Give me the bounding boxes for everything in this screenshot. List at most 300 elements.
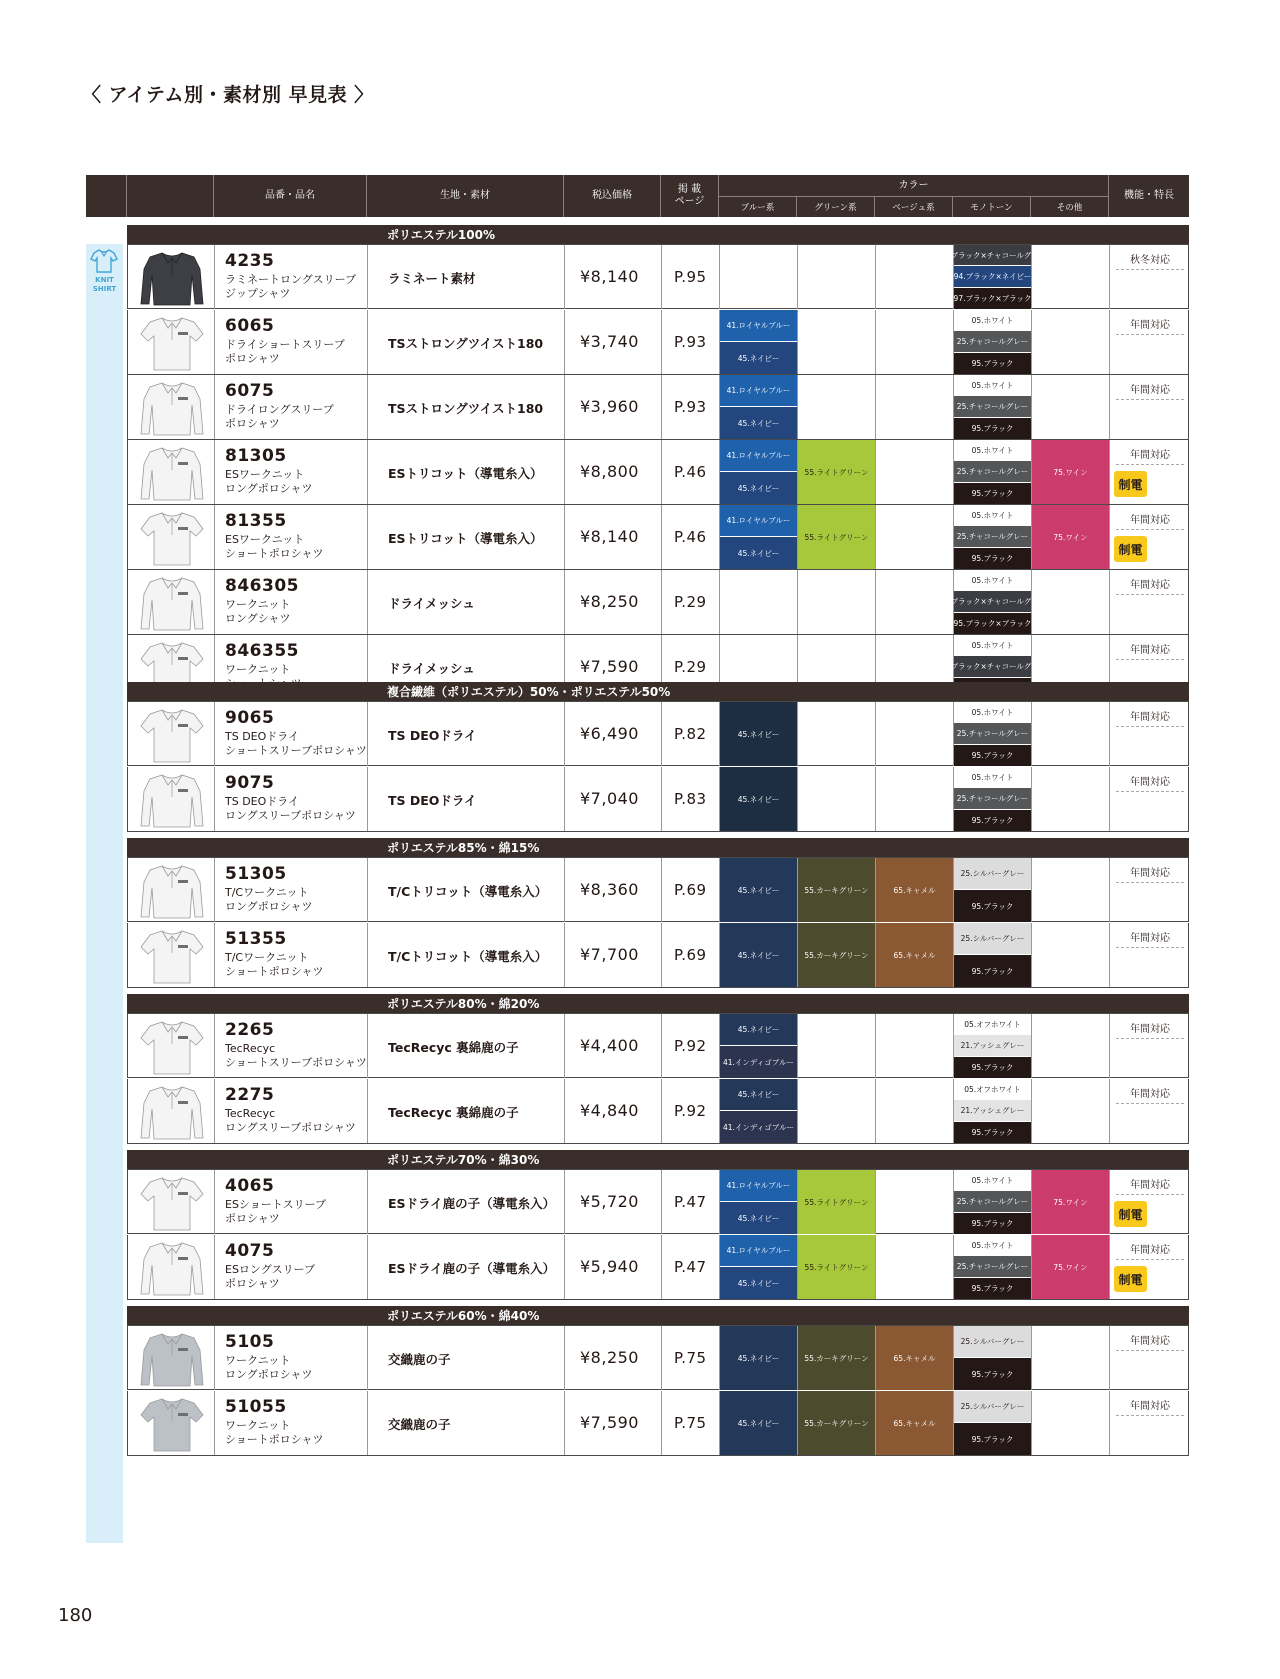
page-ref-text: P.29 — [674, 593, 707, 611]
feature-cell — [1110, 767, 1190, 831]
color-cell-other — [1032, 570, 1110, 634]
product-name-cell — [215, 1079, 368, 1143]
color-cell-blue — [720, 767, 798, 831]
material-text: TS DEOドライ — [388, 728, 477, 743]
color-swatch: 05.ホワイト — [954, 375, 1031, 396]
color-cell-blue — [720, 375, 798, 439]
page-ref-text: P.82 — [674, 725, 707, 743]
feature-cell — [1110, 245, 1190, 309]
color-cell-green — [798, 1326, 876, 1390]
product-name-line1: ESワークニット — [225, 468, 305, 481]
page-ref-cell — [662, 923, 720, 987]
table-row — [127, 310, 1189, 375]
page-ref-text: P.47 — [674, 1193, 707, 1211]
feature-text: 年間対応 — [1130, 450, 1170, 461]
page-ref-text: P.69 — [674, 946, 707, 964]
color-swatch: 95.ブラック — [954, 548, 1031, 569]
header-color-mono: モノトーン — [953, 196, 1031, 217]
product-code: 846355 — [225, 641, 299, 661]
shirt-image — [138, 927, 206, 984]
feature-cell — [1110, 375, 1190, 439]
color-swatch: 45.ネイビー — [720, 407, 797, 439]
page-ref-text: P.46 — [674, 463, 707, 481]
price-text: ¥7,700 — [580, 945, 639, 964]
feature-cell — [1110, 858, 1190, 922]
product-name-line1: ドライショートスリーブ — [225, 338, 345, 351]
section-header: ポリエステル70%・綿30% — [127, 1150, 1189, 1170]
product-code: 51055 — [225, 1397, 287, 1417]
shirt-image — [138, 862, 206, 919]
color-swatch: 05.ホワイト — [954, 310, 1031, 331]
page-ref-cell — [662, 858, 720, 922]
color-cell-beige — [876, 440, 954, 504]
feature-text: 年間対応 — [1130, 580, 1170, 591]
color-swatch: 21.アッシュグレー — [954, 1035, 1031, 1056]
product-code: 51305 — [225, 864, 287, 884]
feature-divider — [1116, 1194, 1184, 1195]
price-text: ¥3,960 — [580, 397, 639, 416]
page-ref-cell — [662, 1326, 720, 1390]
material-text: TSストロングツイスト180 — [388, 336, 544, 351]
color-swatch: 05.オフホワイト — [954, 1079, 1031, 1100]
color-cell-mono — [954, 702, 1032, 766]
product-name-line2: ショートポロシャツ — [225, 547, 324, 560]
material-cell — [368, 1170, 565, 1234]
color-swatch: 95.ブラック — [954, 1213, 1031, 1234]
feature-text: 年間対応 — [1130, 1401, 1170, 1412]
header-material: 生地・素材 — [367, 175, 564, 217]
color-cell-other — [1032, 1326, 1110, 1390]
color-swatch: 55.ライトグリーン — [798, 1235, 875, 1299]
color-swatch: 94.ブラック×ネイビー — [954, 266, 1031, 287]
page-ref-text: P.29 — [674, 658, 707, 676]
price-cell — [565, 1235, 662, 1299]
color-swatch: 41.インディゴブルー — [720, 1046, 797, 1078]
shirt-image — [138, 574, 206, 631]
color-cell-blue — [720, 245, 798, 309]
color-swatch: 25.シルバーグレー — [954, 858, 1031, 890]
color-swatch: 95.ブラック — [954, 1278, 1031, 1299]
table-row — [127, 1235, 1189, 1300]
product-name-line2: ジップシャツ — [225, 287, 291, 300]
product-name-line2: ポロシャツ — [225, 352, 280, 365]
product-code: 2275 — [225, 1085, 275, 1105]
product-name-line2: ポロシャツ — [225, 1277, 280, 1290]
product-code: 6065 — [225, 316, 275, 336]
product-name-cell — [215, 1170, 368, 1234]
material-text: TSストロングツイスト180 — [388, 401, 544, 416]
product-name-line1: ドライロングスリーブ — [225, 403, 334, 416]
feature-text: 年間対応 — [1130, 868, 1170, 879]
price-text: ¥7,590 — [580, 657, 639, 676]
shirt-image — [138, 444, 206, 501]
table-row — [127, 701, 1189, 766]
product-code: 9065 — [225, 708, 275, 728]
header-image — [127, 175, 214, 217]
color-cell-green — [798, 1235, 876, 1299]
color-cell-mono — [954, 1014, 1032, 1078]
color-cell-green — [798, 923, 876, 987]
color-swatch: 41.ロイヤルブルー — [720, 1170, 797, 1202]
price-text: ¥4,400 — [580, 1036, 639, 1055]
color-swatch: 45.ネイビー — [720, 1267, 797, 1299]
color-cell-mono — [954, 923, 1032, 987]
material-text: ドライメッシュ — [388, 596, 475, 611]
color-cell-other — [1032, 1235, 1110, 1299]
feature-text: 年間対応 — [1130, 712, 1170, 723]
product-name-line1: ワークニット — [225, 598, 291, 611]
color-swatch: 45.ネイビー — [720, 537, 797, 569]
feature-text: 秋冬対応 — [1130, 255, 1170, 266]
color-swatch: 25.シルバーグレー — [954, 1326, 1031, 1358]
color-cell-green — [798, 1014, 876, 1078]
feature-text: 年間対応 — [1130, 645, 1170, 656]
product-code: 81305 — [225, 446, 287, 466]
product-name-line1: T/Cワークニット — [225, 886, 309, 899]
price-text: ¥6,490 — [580, 724, 639, 743]
color-swatch: 95.ブラック — [954, 955, 1031, 987]
feature-cell — [1110, 1391, 1190, 1455]
color-swatch: 45.ネイビー — [720, 1326, 797, 1390]
header-color-blue: ブルー系 — [719, 196, 797, 217]
material-cell — [368, 1391, 565, 1455]
color-swatch: 65.キャメル — [876, 1326, 953, 1390]
feature-text: 年間対応 — [1130, 1024, 1170, 1035]
product-name-line2: ポロシャツ — [225, 1212, 280, 1225]
material-cell — [368, 245, 565, 309]
feature-divider — [1116, 659, 1184, 660]
color-swatch: 41.ロイヤルブルー — [720, 440, 797, 472]
color-cell-green — [798, 570, 876, 634]
product-code: 846305 — [225, 576, 299, 596]
color-cell-green — [798, 767, 876, 831]
color-swatch: 95.ブラック — [954, 353, 1031, 374]
product-name-cell — [215, 505, 368, 569]
color-swatch: 05.ホワイト — [954, 1170, 1031, 1191]
page-ref-cell — [662, 1170, 720, 1234]
color-swatch: 05.ホワイト — [954, 1235, 1031, 1256]
side-strip — [86, 244, 123, 1543]
product-image-cell — [128, 245, 215, 309]
page-ref-cell — [662, 440, 720, 504]
color-cell-mono — [938, 245, 1047, 309]
feature-cell — [1110, 570, 1190, 634]
section-header: ポリエステル100% — [127, 225, 1189, 245]
material-text: T/Cトリコット（導電糸入） — [388, 949, 548, 964]
material-text: 交織鹿の子 — [388, 1352, 451, 1367]
side-label — [86, 276, 123, 294]
header-price: 税込価格 — [564, 175, 661, 217]
page-ref-cell — [662, 505, 720, 569]
knit-shirt-icon — [90, 248, 118, 274]
color-cell-other — [1032, 923, 1110, 987]
product-name-line1: ESロングスリーブ — [225, 1263, 316, 1276]
color-swatch: 92.ブラック×チャコールグレー — [954, 245, 1031, 266]
product-code: 5105 — [225, 1332, 275, 1352]
material-cell — [368, 702, 565, 766]
color-cell-green — [798, 1170, 876, 1234]
color-cell-green — [798, 505, 876, 569]
color-cell-green — [798, 245, 876, 309]
color-cell-beige — [876, 923, 954, 987]
color-cell-blue — [720, 505, 798, 569]
product-name-line1: ESショートスリーブ — [225, 1198, 327, 1211]
header-page-line1: 掲 載 — [677, 184, 702, 195]
color-cell-blue — [720, 1170, 798, 1234]
color-swatch: 25.チャコールグレー — [954, 723, 1031, 744]
shirt-image — [138, 706, 206, 763]
price-cell — [565, 1326, 662, 1390]
feature-divider — [1116, 1103, 1184, 1104]
color-swatch: 25.シルバーグレー — [954, 923, 1031, 955]
color-swatch: 05.ホワイト — [954, 505, 1031, 526]
price-text: ¥5,940 — [580, 1257, 639, 1276]
color-swatch: 55.カーキグリーン — [798, 858, 875, 922]
product-name-cell — [215, 245, 368, 309]
shirt-image — [138, 1239, 206, 1296]
feature-divider — [1116, 1415, 1184, 1416]
table-row — [127, 570, 1189, 635]
color-cell-mono — [954, 440, 1032, 504]
product-name-cell — [215, 1326, 368, 1390]
page-ref-cell — [662, 375, 720, 439]
color-swatch: 45.ネイビー — [720, 923, 797, 987]
product-name-line1: ワークニット — [225, 663, 291, 676]
color-cell-beige — [876, 1235, 954, 1299]
page-ref-cell — [662, 1235, 720, 1299]
color-cell-other — [1032, 310, 1110, 374]
color-swatch: 65.キャメル — [876, 1391, 953, 1455]
table-row — [127, 1169, 1189, 1234]
color-swatch: 45.ネイビー — [720, 342, 797, 374]
product-name-cell — [215, 1391, 368, 1455]
price-text: ¥7,040 — [580, 789, 639, 808]
color-cell-beige — [876, 1170, 954, 1234]
product-image-cell — [128, 1079, 215, 1143]
color-cell-blue — [720, 1326, 798, 1390]
price-cell — [565, 1170, 662, 1234]
color-cell-mono — [954, 505, 1032, 569]
color-swatch: 41.ロイヤルブルー — [720, 1235, 797, 1267]
product-image-cell — [128, 1326, 215, 1390]
table-row — [127, 1391, 1189, 1456]
price-cell — [565, 1079, 662, 1143]
feature-cell — [1110, 1170, 1190, 1234]
product-name-cell — [215, 440, 368, 504]
product-name-cell — [215, 310, 368, 374]
page-ref-text: P.46 — [674, 528, 707, 546]
product-code: 4235 — [225, 251, 275, 271]
feature-text: 年間対応 — [1130, 1245, 1170, 1256]
product-name-cell — [215, 375, 368, 439]
color-cell-green — [798, 702, 876, 766]
product-name-cell — [215, 702, 368, 766]
header-color-green: グリーン系 — [797, 196, 875, 217]
product-code: 2265 — [225, 1020, 275, 1040]
material-text: TecRecyc 裏綿鹿の子 — [388, 1040, 519, 1055]
color-cell-green — [798, 440, 876, 504]
color-swatch: 05.ホワイト — [954, 702, 1031, 723]
feature-divider — [1116, 1350, 1184, 1351]
material-cell — [368, 1014, 565, 1078]
color-cell-beige — [876, 310, 954, 374]
material-cell — [368, 923, 565, 987]
header-name: 品番・品名 — [214, 175, 367, 217]
product-code: 51355 — [225, 929, 287, 949]
product-image-cell — [128, 1014, 215, 1078]
feature-text: 年間対応 — [1130, 1336, 1170, 1347]
product-image-cell — [128, 702, 215, 766]
shirt-image — [138, 1330, 206, 1387]
color-cell-other — [1032, 1014, 1110, 1078]
price-text: ¥8,140 — [580, 527, 639, 546]
feature-divider — [1116, 464, 1184, 465]
material-cell — [368, 440, 565, 504]
color-cell-mono — [954, 1235, 1032, 1299]
material-text: ESドライ鹿の子（導電糸入） — [388, 1196, 556, 1211]
feature-cell — [1110, 1235, 1190, 1299]
color-swatch: 41.ロイヤルブルー — [720, 310, 797, 342]
color-swatch: 95.ブラック — [954, 1057, 1031, 1078]
color-swatch: 25.チャコールグレー — [954, 331, 1031, 352]
color-swatch: 45.ネイビー — [720, 702, 797, 766]
material-cell — [368, 1235, 565, 1299]
color-cell-beige — [876, 505, 954, 569]
price-cell — [565, 702, 662, 766]
color-cell-other — [1032, 767, 1110, 831]
material-cell — [368, 1326, 565, 1390]
table-row — [127, 1325, 1189, 1390]
header-blank — [86, 175, 127, 217]
price-text: ¥8,140 — [580, 267, 639, 286]
color-cell-beige — [876, 858, 954, 922]
feature-text: 年間対応 — [1130, 777, 1170, 788]
section-header: ポリエステル60%・綿40% — [127, 1306, 1189, 1326]
product-name-line2: ポロシャツ — [225, 417, 280, 430]
product-name-line2: ロングポロシャツ — [225, 900, 313, 913]
color-cell-mono — [954, 1079, 1032, 1143]
shirt-image — [138, 1395, 206, 1452]
product-code: 6075 — [225, 381, 275, 401]
color-swatch: 95.ブラック — [954, 1423, 1031, 1455]
feature-divider — [1116, 1038, 1184, 1039]
color-swatch: 45.ネイビー — [720, 858, 797, 922]
product-image-cell — [128, 570, 215, 634]
price-text: ¥8,360 — [580, 880, 639, 899]
page-ref-cell — [662, 1079, 720, 1143]
color-swatch: 55.ライトグリーン — [798, 505, 875, 569]
page-ref-cell — [662, 570, 720, 634]
color-swatch: 97.ブラック×ブラック — [954, 288, 1031, 309]
shirt-image — [138, 1174, 206, 1231]
shirt-image — [138, 509, 206, 566]
page-ref-text: P.75 — [674, 1349, 707, 1367]
color-cell-blue — [720, 1014, 798, 1078]
feature-divider — [1116, 269, 1184, 270]
page-ref-text: P.93 — [674, 398, 707, 416]
color-cell-blue — [720, 1391, 798, 1455]
color-cell-mono — [954, 1326, 1032, 1390]
section-header: ポリエステル80%・綿20% — [127, 994, 1189, 1014]
color-swatch: 41.インディゴブルー — [720, 1111, 797, 1143]
price-cell — [565, 375, 662, 439]
color-swatch: 55.カーキグリーン — [798, 1326, 875, 1390]
price-text: ¥5,720 — [580, 1192, 639, 1211]
shirt-image — [138, 379, 206, 436]
material-cell — [368, 310, 565, 374]
shirt-image — [138, 771, 206, 828]
color-cell-mono — [954, 310, 1032, 374]
material-text: ラミネート素材 — [388, 271, 476, 286]
product-image-cell — [128, 923, 215, 987]
price-text: ¥4,840 — [580, 1101, 639, 1120]
page-ref-text: P.92 — [674, 1102, 707, 1120]
price-cell — [565, 440, 662, 504]
page-ref-cell — [662, 310, 720, 374]
product-image-cell — [128, 310, 215, 374]
color-swatch: 05.ホワイト — [954, 635, 1031, 656]
product-name-line2: ショートポロシャツ — [225, 965, 324, 978]
color-swatch: 92.ブラック×チャコールグレー — [954, 656, 1031, 677]
product-image-cell — [128, 767, 215, 831]
product-name-line1: TS DEOドライ — [225, 730, 299, 743]
product-image-cell — [128, 1235, 215, 1299]
color-swatch: 25.チャコールグレー — [954, 788, 1031, 809]
color-swatch: 25.シルバーグレー — [954, 1391, 1031, 1423]
feature-text: 年間対応 — [1130, 515, 1170, 526]
color-swatch: 95.ブラック×ブラック — [954, 613, 1031, 634]
header-color-other: その他 — [1031, 196, 1109, 217]
color-cell-other — [1032, 505, 1110, 569]
color-cell-other — [1032, 245, 1110, 309]
price-cell — [565, 1391, 662, 1455]
product-name-line2: ロングポロシャツ — [225, 482, 313, 495]
color-swatch: 95.ブラック — [954, 1122, 1031, 1143]
page-ref-text: P.83 — [674, 790, 707, 808]
price-cell — [565, 923, 662, 987]
color-cell-beige — [876, 702, 954, 766]
color-swatch: 41.ロイヤルブルー — [720, 505, 797, 537]
color-cell-mono — [954, 767, 1032, 831]
color-swatch: 65.キャメル — [876, 923, 953, 987]
page-ref-cell — [662, 702, 720, 766]
color-cell-beige — [876, 1079, 954, 1143]
feature-divider — [1116, 791, 1184, 792]
product-name-line1: TS DEOドライ — [225, 795, 299, 808]
color-swatch: 45.ネイビー — [720, 1079, 797, 1111]
material-text: ESトリコット（導電糸入） — [388, 531, 543, 546]
page-number: 180 — [58, 1605, 93, 1626]
product-name-line1: ESワークニット — [225, 533, 305, 546]
product-name-line2: ロングスリーブポロシャツ — [225, 809, 356, 822]
color-cell-other — [1032, 702, 1110, 766]
product-name-cell — [215, 767, 368, 831]
table-row — [127, 440, 1189, 505]
color-cell-green — [798, 310, 876, 374]
product-code: 81355 — [225, 511, 287, 531]
color-cell-blue — [720, 702, 798, 766]
color-swatch: 75.ワイン — [1032, 1235, 1109, 1299]
color-swatch: 75.ワイン — [1032, 440, 1109, 504]
color-swatch: 41.ロイヤルブルー — [720, 375, 797, 407]
material-cell — [368, 375, 565, 439]
page-ref-text: P.75 — [674, 1414, 707, 1432]
color-swatch: 05.オフホワイト — [954, 1014, 1031, 1035]
feature-cell — [1110, 923, 1190, 987]
page-ref-cell — [662, 1391, 720, 1455]
color-swatch: 21.アッシュグレー — [954, 1100, 1031, 1121]
side-label-line1: KNIT — [95, 276, 114, 284]
